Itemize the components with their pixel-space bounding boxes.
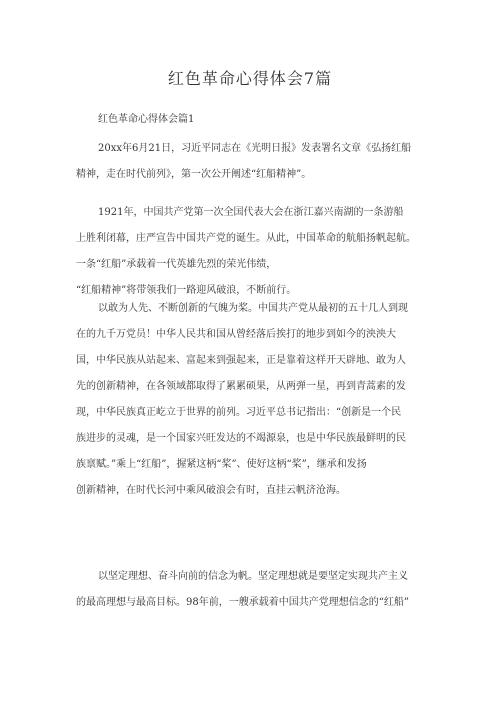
paragraph-4 [76,564,432,616]
paragraph-line: 1921年，中国共产党第一次全国代表大会在浙江嘉兴南湖的一条游船 [98,207,404,218]
paragraph-line: 创新精神，在时代长河中乘风破浪会有时，直挂云帆济沧海。 [76,485,346,496]
section-title: 红色革命心得体会篇1 [98,114,195,125]
paragraph-line: 在的九千万党员！中华人民共和国从曾经落后挨打的地步到如今的泱泱大 [76,329,396,340]
paragraph-2 [76,200,432,304]
paragraph-1 [76,136,432,188]
paragraph-line: 精神，走在时代前列》，第一次公开阐述“红船精神”。 [76,169,312,180]
paragraph-line: 20xx年6月21日，习近平同志在《光明日报》发表署名文章《弘扬红船 [98,143,412,154]
paragraph-line: 先的创新精神，在各领域都取得了累累硕果，从两弹一星，再到青蒿素的发 [76,381,406,392]
paragraph-3 [76,296,432,504]
document-title: 红色革命心得体会7篇 [167,69,333,88]
paragraph-line: 族进步的灵魂，是一个国家兴旺发达的不竭源泉，也是中华民族最鲜明的民 [76,433,406,444]
paragraph-line: 国，中华民族从站起来、富起来到强起来，正是靠着这样开天辟地、敢为人 [76,355,406,366]
paragraph-line: 一条“红船”承载着一代英雄先烈的荣光伟绩， [76,259,277,270]
paragraph-line: 上胜利闭幕，庄严宣告中国共产党的诞生。从此，中国革命的航船扬帆起航。 [76,233,416,244]
paragraph-line: 族禀赋。”乘上“红船”，握紧这柄“桨”、使好这柄“桨”，继承和发扬 [76,459,367,470]
paragraph-line: 以敢为人先、不断创新的气魄为桨。中国共产党从最初的五十几人到现 [98,303,408,314]
paragraph-line: 现，中华民族真正屹立于世界的前列。习近平总书记指出：“创新是一个民 [76,407,402,418]
paragraph-line: 以坚定理想、奋斗向前的信念为帆。坚定理想就是要坚定实现共产主义 [98,571,408,582]
paragraph-line: “红船精神”将带领我们一路迎风破浪，不断前行。 [76,285,297,296]
paragraph-line: 的最高理想与最高目标。98年前，一艘承载着中国共产党理想信念的“红船” [76,597,409,608]
